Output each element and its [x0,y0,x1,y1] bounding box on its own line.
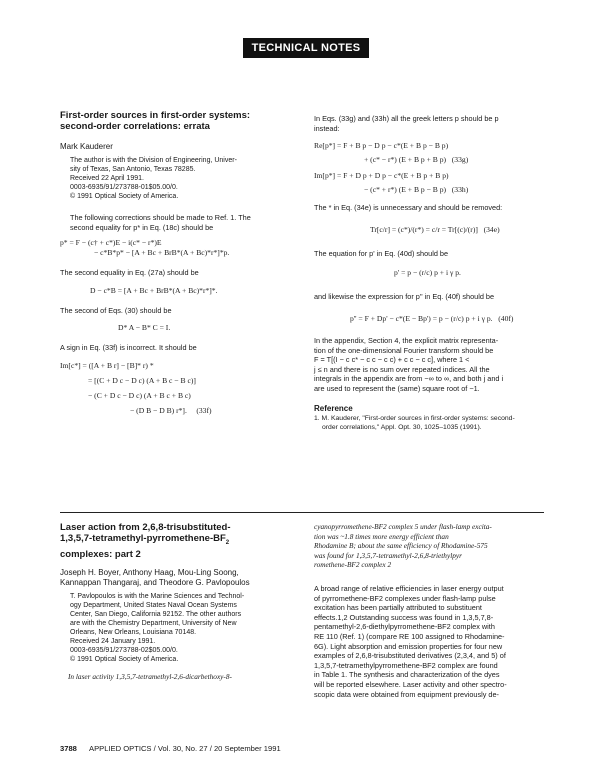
body-line: RE 110 (Ref. 1) (compare RE 100 assigned to Rhodamine- [314,631,505,641]
equation-33f-line2: = [(C + D c − D c) (A + B c − B c)] [88,375,196,385]
article2-title-line1: Laser action from 2,6,8-trisubstituted- [60,522,231,533]
body-line: 6G). Light absorption and emission properties for four new [314,641,503,651]
affil-line: Received 22 April 1991. [70,175,144,182]
reference-1 [314,415,544,432]
article1-author: Mark Kauderer [60,142,113,151]
article2-body [314,584,544,699]
page-number: 3788 [60,744,77,753]
text-line: tion of the one-dimensional Fourier transform should be [314,345,494,355]
equation-33h-line2: − (c* + r*) (E + B p − B p) (33h) [364,185,469,195]
equation-27a: D − c*B = [A + Bc + BrB*(A + Bc)*r*]*. [90,285,218,295]
article1-title-line1: First-order sources in first-order systems: [60,110,251,121]
author-line: Kannappan Thangaraj, and Theodore G. Pavlopoulos [60,577,250,587]
abstract-line: was found for 1,3,5,7-tetramethyl-2,6,8-triethylpyr [314,550,462,560]
body-line: in Table 1. The synthesis and characterization of the dyes [314,670,500,680]
abstract-line: Rhodamine B; about the same efficiency of Rhodamine-575 [314,541,488,551]
author-line: Joseph H. Boyer, Anthony Haag, Mou-Ling Soong, [60,567,239,577]
equation-34e: Tr[c/r] = (c*)/(r*) = c/r = Tr[(c)/(r)] (34e) [370,224,500,234]
affil-line: © 1991 Optical Society of America. [70,193,179,200]
article2-affiliation [60,592,300,664]
text-line: j ≤ n and there is no sum over repeated indices. All the [314,364,490,374]
body-line: pentamethyl-2,6-diethylpyrromethene-BF2 complex with [314,622,495,632]
abstract-line: In laser activity 1,3,5,7-tetramethyl-2,6-dicarbethoxy-8- [68,671,232,681]
text-line: instead: [314,123,340,133]
affil-line: Center, San Diego, California 92152. The other authors [70,610,242,618]
affil-line: 0003-6935/91/273788-01$05.00/0. [70,184,178,191]
affil-line: 0003-6935/91/273788-02$05.00/0. [70,646,178,654]
article2-title-line2 [60,533,300,549]
col2-para3: The equation for p' in Eq. (40d) should be [314,248,449,258]
abstract-line: romethene-BF2 complex 2 [314,560,392,570]
affil-line: The author is with the Division of Engineering, Univer- [70,157,237,164]
body-line: effects.1,2 Outstanding success was found in 1,3,5,7,8- [314,612,494,622]
text-line: F = T[(I − c c* − c c − c c) + c c − c c], where 1 < [314,355,470,365]
col2-para4: and likewise the expression for p'' in Eq. (40f) should be [314,292,495,302]
equation-18c-line1: p* = F − (c† + c*)E − i(c* − r*)E [60,238,162,248]
equation-33g-line2: + (c* − r*) (E + B p + B p) (33g) [364,155,469,165]
affil-line: Orleans, New Orleans, Louisiana 70148. [70,628,197,636]
body-line: will be reported elsewhere. Laser activity and other spectro- [314,679,507,689]
text-line: second equality for p* in Eq. (18c) should be [70,222,214,232]
body-line: 1,3,5,7-tetramethylpyrromethene-BF2 complex are found [314,660,498,670]
body-line: A broad range of relative efficiencies in laser energy output [314,583,504,593]
col2-para5 [314,336,544,394]
col2-para2: The * in Eq. (34e) is unnecessary and should be removed: [314,203,503,213]
abstract-line: tion was ~1.8 times more energy efficient than [314,531,449,541]
equation-33h-line1: Im[p*] = F + D p + D p − c*(E + B p + B p) [314,171,449,181]
body-line: scopic data were obtained from equipment previously de- [314,689,499,699]
equation-33g-line1: Re[p*] = F + B p − D p − c*(E + B p − B p) [314,141,449,151]
equation-30: D* A − B* C = I. [118,323,171,333]
body-line: examples of 2,6,8-trisubstituted derivatives (2,3,4, and 5) of [314,651,506,661]
article-divider [60,512,544,513]
abstract-line: cyanopyrromethene-BF2 complex 5 under flash-lamp excita- [314,522,492,531]
text-line: integrals in the appendix are from −∞ to ∞, and both j and i [314,374,504,384]
equation-33f-line1: Im[c*] = ([A + B r] − [B]* r) * [60,360,154,370]
subscript-2: 2 [225,539,230,546]
affil-line: ogy Department, United States Naval Ocean Systems [70,601,237,609]
affil-line: © 1991 Optical Society of America. [70,655,179,663]
reference-line: order correlations," Appl. Opt. 30, 1025–1035 (1991). [322,423,482,431]
equation-40d: p' = p − (r/c) p + i γ p. [394,268,461,278]
article1-para2: The second equality in Eq. (27a) should be [60,268,199,278]
journal-citation: APPLIED OPTICS / Vol. 30, No. 27 / 20 September 1991 [89,744,281,753]
article2-continued [314,522,544,699]
article1-continued [314,114,544,432]
section-banner: TECHNICAL NOTES [243,38,369,58]
abstract-continued [314,522,544,570]
affil-line: sity of Texas, San Antonio, Texas 78285. [70,166,196,173]
text-line: In Eqs. (33g) and (33h) all the greek letters p should be p [314,114,499,123]
text-line: In the appendix, Section 4, the explicit matrix representa- [314,335,499,345]
affil-line: T. Pavlopoulos is with the Marine Sciences and Technol- [70,592,245,600]
page-footer [60,744,544,753]
affil-line: are with the Chemistry Department, University of New [70,619,237,627]
reference-line: 1. M. Kauderer, "First-order sources in first-order systems: second- [314,415,515,423]
affil-line: Received 24 January 1991. [70,637,156,645]
text-line: are used to represent the (same) square root of −1. [314,383,480,393]
article1-affiliation [60,156,300,201]
article1-para4: A sign in Eq. (33f) is incorrect. It should be [60,343,197,353]
article1 [60,110,300,416]
article2 [60,522,300,681]
article1-title-line2: second-order correlations: errata [60,121,210,132]
article1-para1 [60,213,300,232]
equation-40f: p'' = F + Dp' − c*(E − Bp') = p − (r/c) p + i γ p. (40f) [350,313,514,323]
equation-18c-line2: − c*B*p* − [A + Bc + BrB*(A + Bc)*r*]*p. [94,248,230,258]
equation-33f-line4: − (D B − D B) r*]. (33f) [130,405,212,415]
body-line: of pyrromethene-BF2 complexes under flash-lamp pulse [314,593,496,603]
article2-title-line3: complexes: part 2 [60,548,141,560]
article1-para3: The second of Eqs. (30) should be [60,305,172,315]
text-line: The following corrections should be made to Ref. 1. The [70,213,251,222]
body-line: excitation has been partially attributed to substituent [314,603,482,613]
equation-33f-line3: − (C + D c − D c) (A + B c + B c) [88,390,191,400]
reference-heading: Reference [314,403,353,413]
article2-authors [60,568,300,588]
title-text: 1,3,5,7-tetramethyl-pyrromethene-BF [60,533,226,544]
